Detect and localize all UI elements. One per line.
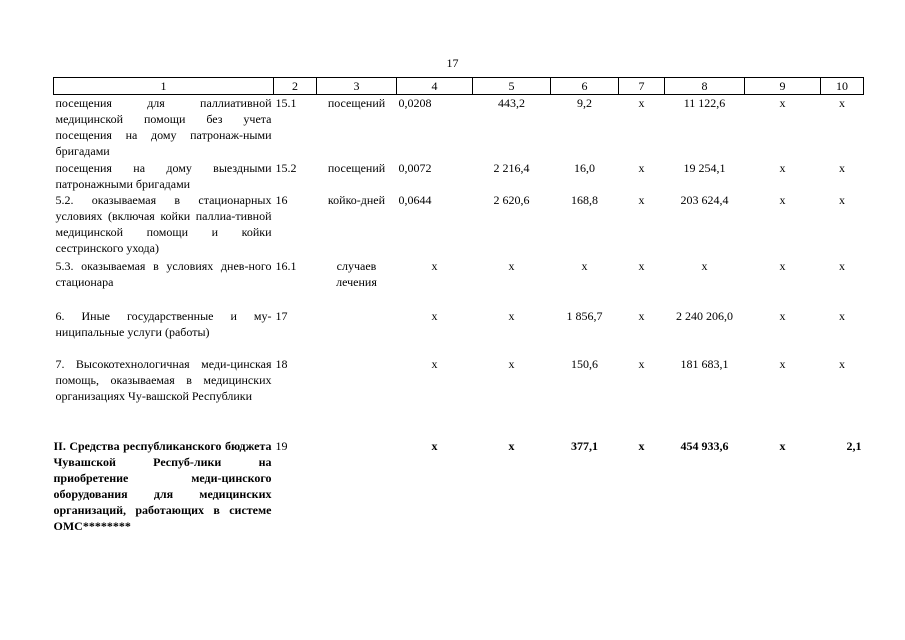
row-value: х: [638, 160, 645, 175]
row-value: 168,8: [571, 192, 598, 207]
row-value: 2,1: [846, 438, 862, 453]
row-value: 2 620,6: [493, 192, 530, 207]
column-header: 6: [551, 78, 619, 95]
table-row: [54, 160, 864, 192]
row-value: х: [839, 258, 845, 273]
row-value: 16,0: [574, 160, 595, 175]
table-row: [54, 356, 864, 438]
row-value: х: [701, 258, 708, 273]
row-value: 11 122,6: [683, 96, 726, 110]
row-value: х: [779, 160, 786, 175]
row-name: II. Средства республиканского бюджета Чувашской Респуб-лики на приобретение меди-цинского оборудования для медицинских организаций, работающих в системе ОМС********: [53, 438, 272, 533]
row-value: 377,1: [571, 438, 598, 453]
row-value: 181 683,1: [680, 356, 729, 371]
column-header: 3: [317, 78, 397, 95]
row-value: 9,2: [577, 96, 592, 110]
column-header: 4: [397, 78, 473, 95]
row-value: 2 216,4: [493, 160, 530, 175]
row-value: х: [581, 258, 588, 273]
row-value: х: [431, 356, 438, 371]
row-value: х: [839, 308, 845, 323]
row-value: х: [779, 192, 786, 207]
column-header: 7: [619, 78, 665, 95]
column-header: 8: [665, 78, 745, 95]
row-value: х: [638, 192, 645, 207]
row-value: 2 240 206,0: [676, 308, 733, 323]
row-code: 16: [275, 192, 288, 207]
column-header: 1: [54, 78, 274, 95]
row-value: 150,6: [571, 356, 598, 371]
row-code: 18: [275, 356, 288, 371]
data-table: [53, 77, 864, 534]
row-value: х: [508, 438, 515, 453]
row-value: х: [638, 96, 645, 110]
row-code: 15.2: [275, 160, 297, 175]
row-value: х: [638, 356, 645, 371]
row-value: х: [431, 258, 438, 273]
row-value: х: [779, 308, 786, 323]
row-value: х: [839, 356, 845, 371]
row-value: х: [508, 356, 515, 371]
row-name: 5.2. оказываемая в стационарных условиях (включая койки паллиа-тивной медицинской помощи и койки сестринского ухода): [55, 192, 272, 255]
column-header: 5: [473, 78, 551, 95]
row-value: х: [431, 438, 438, 453]
row-name: посещения для паллиативной медицинской помощи без учета посещения на дому патронаж-ными бригадами: [55, 96, 272, 158]
row-value: 443,2: [498, 96, 525, 110]
column-header: 9: [745, 78, 821, 95]
row-value: 0,0208: [398, 96, 432, 110]
row-value: х: [431, 308, 438, 323]
row-name: 5.3. оказываемая в условиях днев-ного стационара: [55, 258, 272, 289]
table-row: [54, 308, 864, 356]
row-unit: койко-дней: [327, 192, 386, 207]
page-number: 17: [446, 56, 459, 70]
row-code: 16.1: [275, 258, 297, 273]
row-name: посещения на дому выездными патронажными бригадами: [55, 160, 272, 191]
row-value: х: [839, 96, 845, 110]
row-name: 6. Иные государственные и му-ниципальные услуги (работы): [55, 308, 272, 339]
row-value: х: [779, 96, 786, 110]
row-value: 1 856,7: [566, 308, 603, 323]
table-row: [54, 192, 864, 258]
row-value: х: [839, 192, 845, 207]
column-header: 2: [274, 78, 317, 95]
table-row: [54, 258, 864, 308]
row-value: х: [839, 160, 845, 175]
row-value: 19 254,1: [683, 160, 726, 175]
column-header: 10: [821, 78, 864, 95]
row-value: 0,0644: [398, 192, 432, 207]
row-name: 7. Высокотехнологичная меди-цинская помощь, оказываемая в медицинских организациях Чу-вашской Республики: [55, 356, 272, 403]
row-code: 19: [275, 438, 288, 453]
row-value: х: [508, 258, 515, 273]
table-row: [54, 438, 864, 534]
row-unit: посещений: [327, 96, 386, 110]
row-value: 0,0072: [398, 160, 432, 175]
table-row: [54, 95, 864, 160]
row-value: х: [779, 438, 786, 453]
row-code: 15.1: [275, 96, 297, 110]
row-value: х: [779, 356, 786, 371]
row-unit: посещений: [327, 160, 386, 175]
row-value: х: [508, 308, 515, 323]
row-unit: [317, 308, 397, 356]
row-value: х: [638, 438, 645, 453]
row-unit: [317, 438, 397, 534]
row-code: 17: [275, 308, 288, 323]
row-value: 203 624,4: [680, 192, 729, 207]
row-unit: [317, 356, 397, 438]
row-value: х: [638, 308, 645, 323]
row-unit: случаев лечения: [336, 258, 377, 289]
row-value: 454 933,6: [680, 438, 729, 453]
row-value: х: [779, 258, 786, 273]
row-value: х: [638, 258, 645, 273]
column-number-row: [54, 78, 864, 95]
